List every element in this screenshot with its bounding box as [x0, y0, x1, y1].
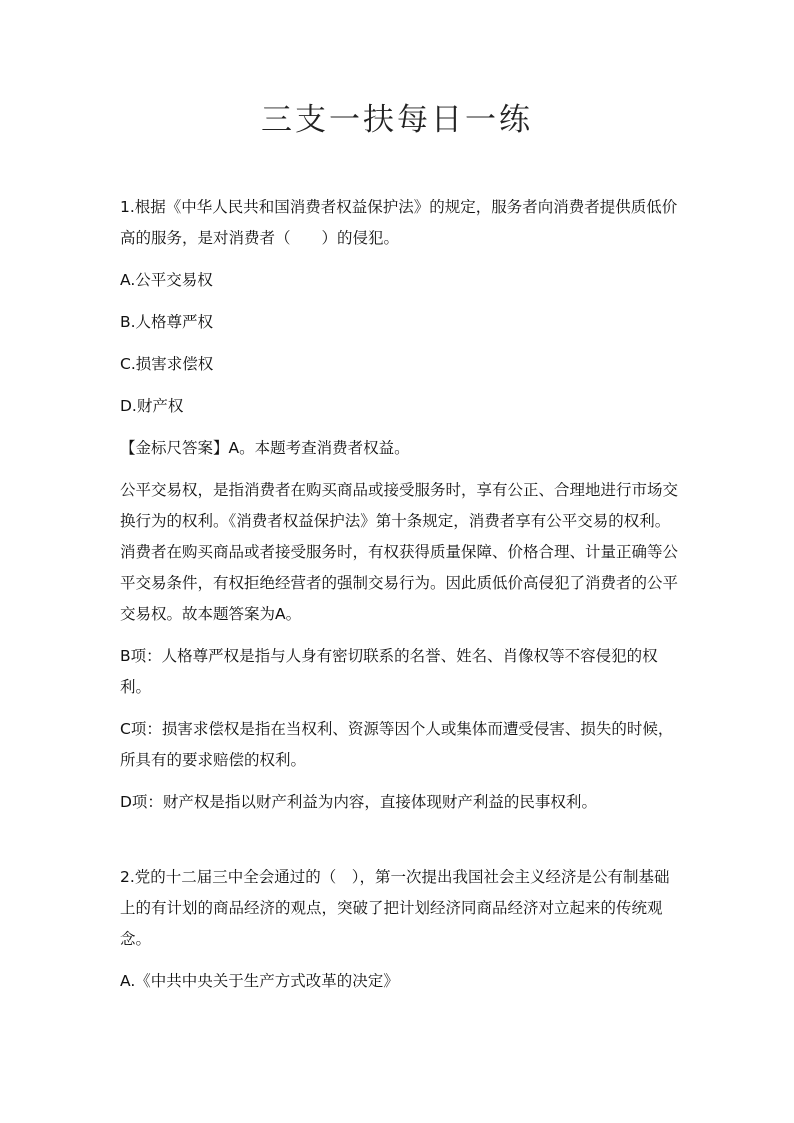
explanation-option-b: B项：人格尊严权是指与人身有密切联系的名誉、姓名、肖像权等不容侵犯的权利。	[120, 647, 658, 696]
option-c: C.损害求偿权	[120, 355, 214, 373]
question-stem: 2.党的十二届三中全会通过的（ ），第一次提出我国社会主义经济是公有制基础上的有计划的商品经济的观点，突破了把计划经济同商品经济对立起来的传统观念。	[120, 868, 670, 948]
explanation-option-c: C项：损害求偿权是指在当权利、资源等因个人或集体而遭受侵害、损失的时候，所具有的要求赔偿的权利。	[120, 720, 674, 769]
option-b: B.人格尊严权	[120, 313, 214, 331]
question-spacer	[120, 829, 680, 862]
explanation-option-d: D项：财产权是指以财产利益为内容，直接体现财产利益的民事权利。	[120, 793, 597, 811]
answer-line: 【金标尺答案】A。本题考查消费者权益。	[120, 439, 410, 457]
question-list	[120, 192, 680, 1008]
option-d: D.财产权	[120, 397, 184, 415]
question-2	[120, 862, 680, 997]
explanation-paragraph: 公平交易权，是指消费者在购买商品或接受服务时，享有公正、合理地进行市场交换行为的权利。《消费者权益保护法》第十条规定，消费者享有公平交易的权利。消费者在购买商品或者接受服务时，有权获得质量保障、价格合理、计量正确等公平交易条件，有权拒绝经营者的强制交易行为。因此质低价高侵犯了消费者的公平交易权。故本题答案为A。	[120, 481, 679, 623]
option-a: A.《中共中央关于生产方式改革的决定》	[120, 972, 399, 990]
question-1	[120, 192, 680, 818]
page-title: 三支一扶每日一练	[261, 102, 533, 138]
option-a: A.公平交易权	[120, 271, 213, 289]
question-stem: 1.根据《中华人民共和国消费者权益保护法》的规定，服务者向消费者提供质低价高的服务，是对消费者（ ）的侵犯。	[120, 198, 678, 247]
